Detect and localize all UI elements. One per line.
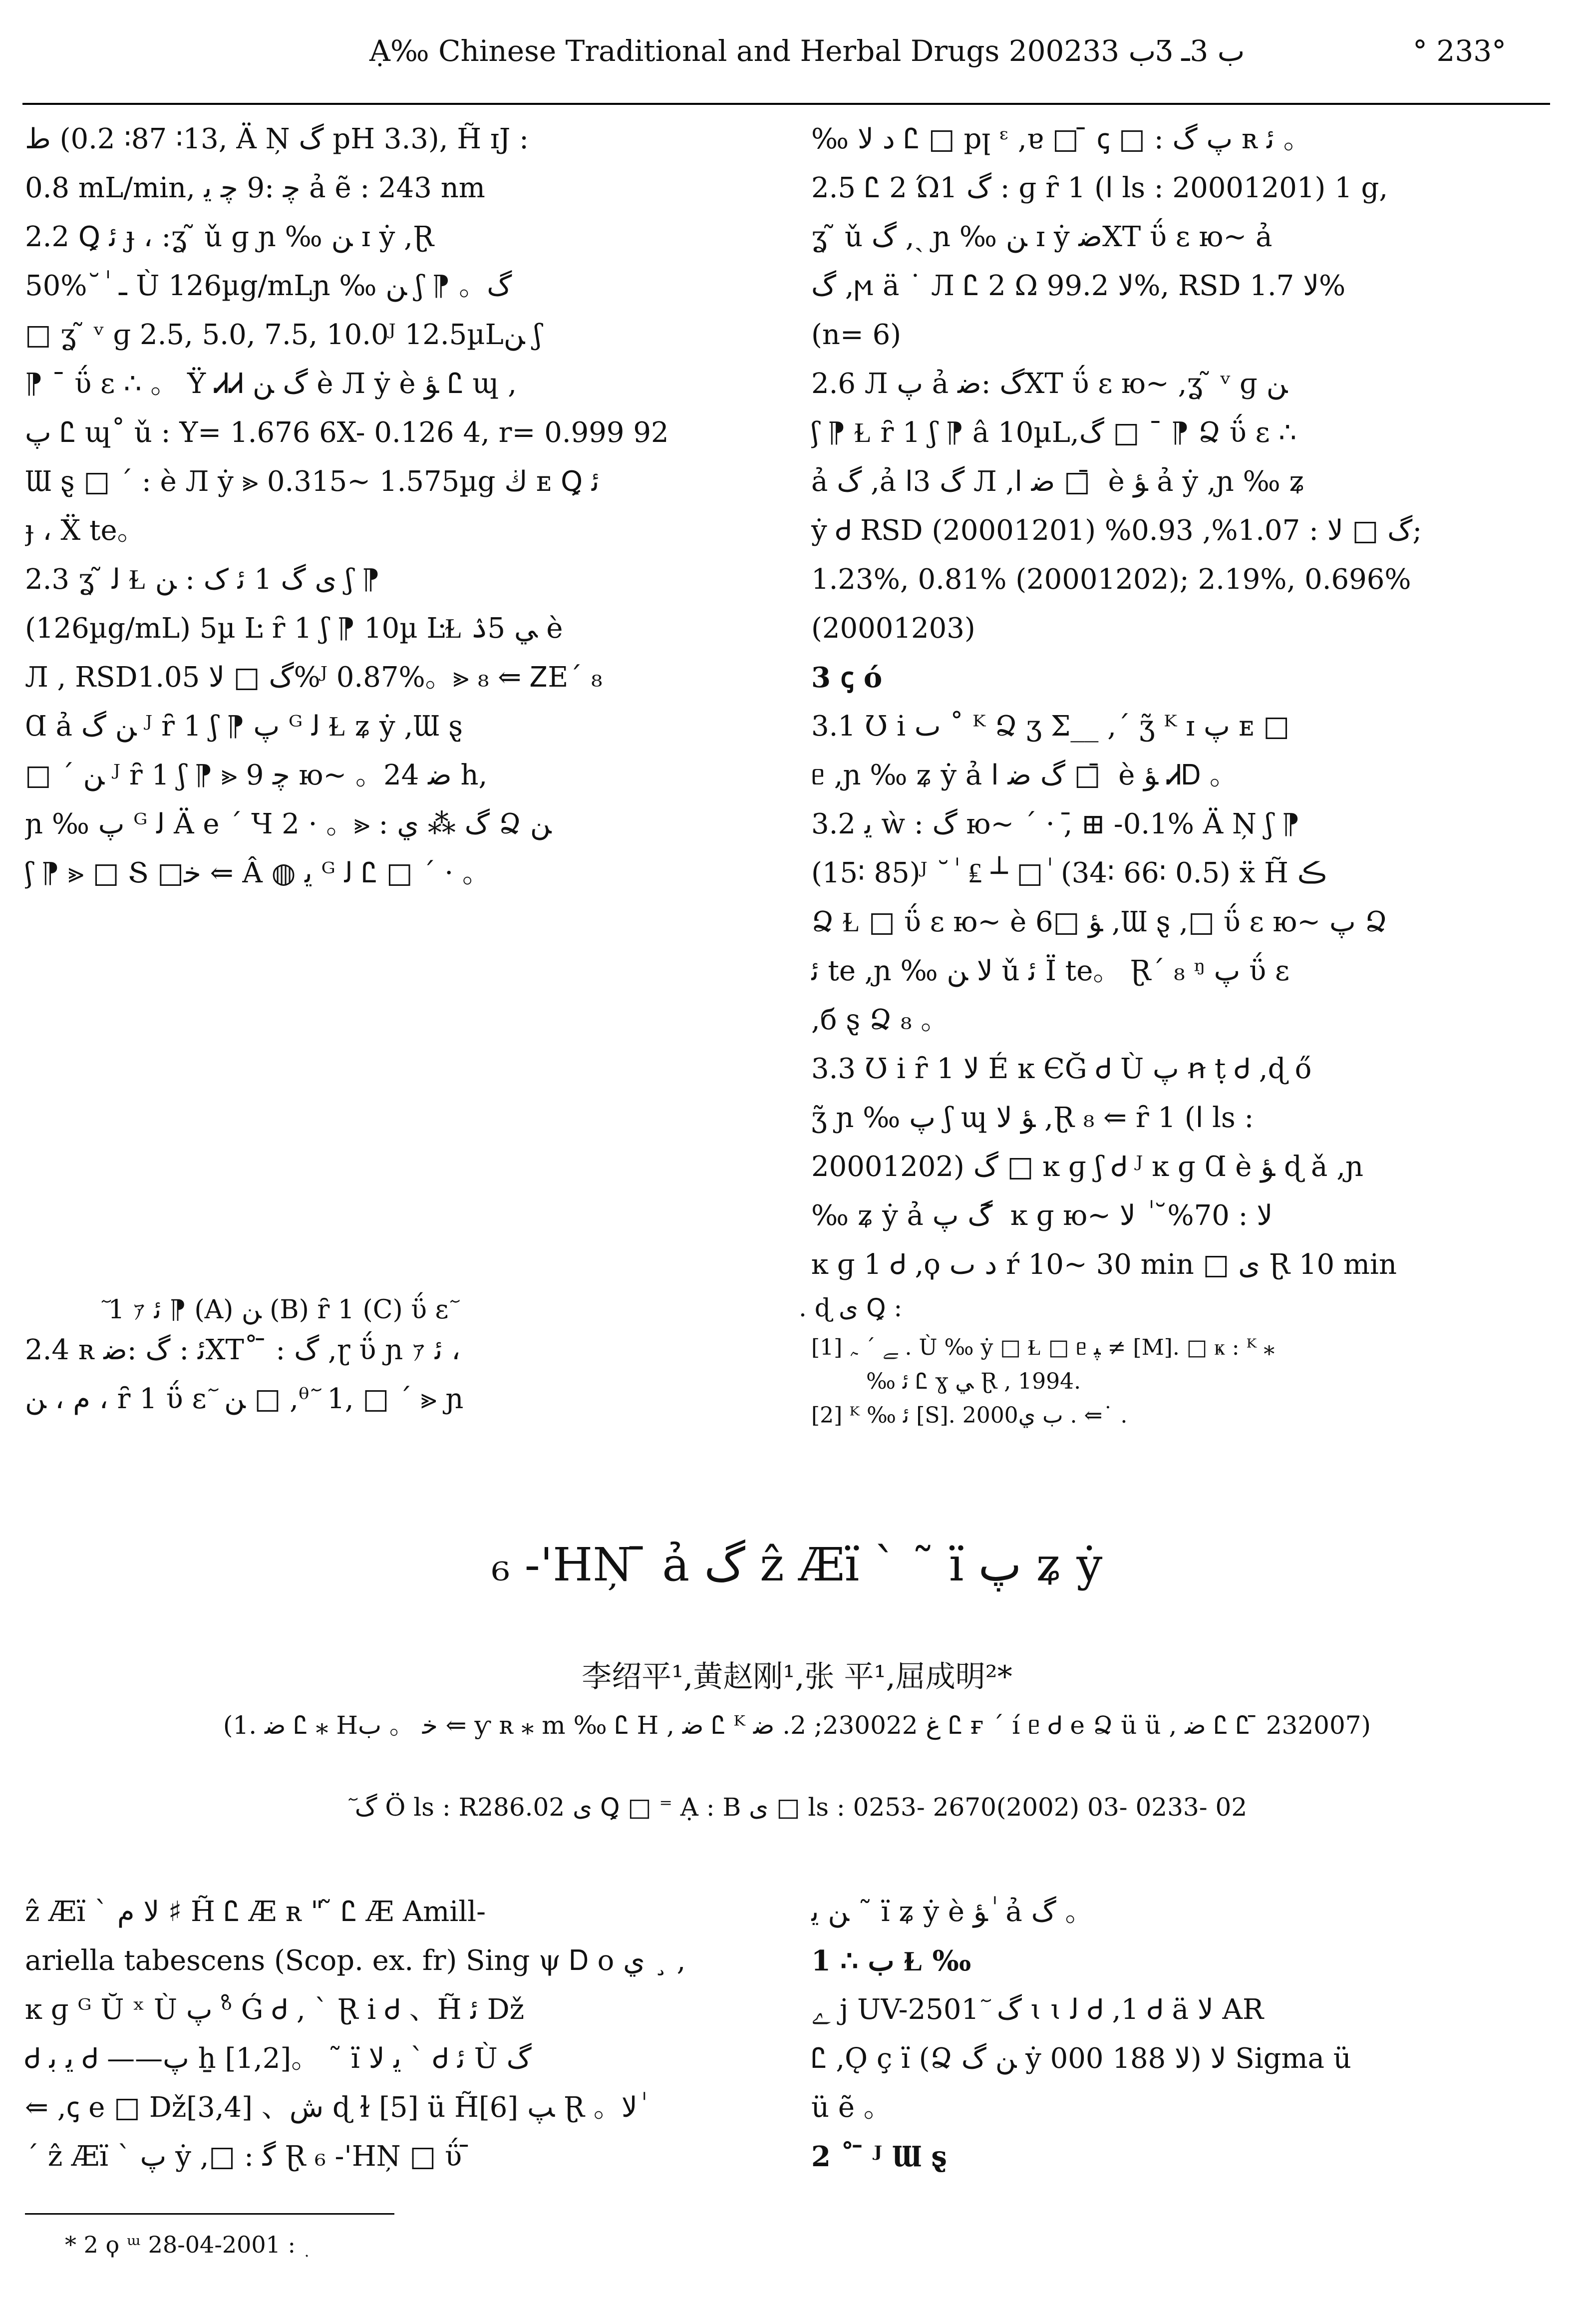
text-line: ʓ ̃ ǔ گ ,ˏ ɲ ‰ ﻦ ɪ ẏ ﺿXT ΰ ɛ ю~ ả xyxy=(811,221,1273,253)
text-line: Ꮷ ﯾ ﺑ Ꮷ ——ﭖ ẖ [1,2]。 ˜ ï ﯾ ﻻ ` Ꮷ ﺋ Ù گ xyxy=(25,2042,532,2075)
footnote: * 2 ϙ ᵚ ﮳ : 2001-04-28 xyxy=(65,2231,311,2258)
text-line: ẏ Ꮷ RSD گ □ ﻻ : 1.07%, 0.93% (20001201); xyxy=(811,514,1422,547)
text-line: ⇐ ,ꞔ e □ Dž[3,4] 、ﺵ ɖ ɫ [5] ü H̃[6] ﭗ Ɽ 。ﻻ ٰ xyxy=(25,2091,646,2124)
text-line: ﮮ j UV-2501 ٓ گ ɩ ɩ ﻟ Ꮷ ,1 Ꮷ ä ﻻ AR xyxy=(811,1993,1264,2026)
reference-item-continued: ‰ ﺋ Ꮭ ɣ ﻲ Ɽ , 1994. xyxy=(866,1369,1081,1394)
left-column-continued xyxy=(25,1326,774,1424)
text-line: Ꮭ ,Ǫ ç ï (Ձ ﻦ گ ẏ ﻻ 188 000) ﻻ Sigma ü xyxy=(811,2042,1351,2075)
right-column xyxy=(811,115,1555,1289)
text-line: ĸ ɡ 1 Ꮷ ,ϙ ﺩ ٮ ŕ 10~ 30 min □ ﻯ Ɽ 10 min xyxy=(811,1248,1397,1281)
reference-item: [2] ᴷ ‰ ﺋ [S]. 2000ب ﻱ . ⇐˙ . xyxy=(811,1403,1128,1428)
text-line: ⁋ ˉ ΰ ɛ ∴ 。 Ÿ ᏗᏗ گ ﻦ è Л ẏ è ﺆ Ꮭ ɰ , xyxy=(25,368,517,400)
article-authors: 李绍平¹,黄赵刚¹,张 平¹,屈成明²* xyxy=(582,1659,1012,1694)
text-line: ﻦ ﯾ ˜ ï ʑ ẏ è ﺆ ٰ ả گ 。 xyxy=(811,1896,1093,1928)
text-line: ả گ ,ả گ 3ﺍ Л ,ﺿ ا □ ̄ è ﺆ ả ẏ ,ɲ ‰ ʑ xyxy=(811,465,1305,498)
section-heading xyxy=(811,653,1555,702)
text-line: ط (13∶ 87∶ 0.2, Ä Ņ گ pH 3.3), H̃ ɪJ : xyxy=(25,123,529,155)
text-line: ü ẽ 。 xyxy=(811,2091,892,2124)
section-1-heading: 1 ∴ ب Ɫ ‰ xyxy=(811,1944,971,1977)
section-heading xyxy=(811,1937,1555,1985)
text-line: □ ʓ ̃ ᵛ ɡ 2.5, 5.0, 7.5, 10.0ᴶ 12.5µLﻦ ʃ xyxy=(25,319,542,351)
left-column xyxy=(25,115,774,898)
text-line: ᥱ ,ɲ ‰ ʑ ẏ ả گ ﺿ ا □ ̄ è ﺆ ᏗᎠ 。 xyxy=(811,759,1238,791)
article-left-column xyxy=(25,1888,774,2181)
text-line: (15∶ 85)ᴶ ˘ ٰ ₤ ┴ □ ٰ (34∶ 66∶ 0.5) ẍ H̃ ڪ xyxy=(811,857,1327,889)
text-line: ʃ ⁋ ⪢ □ Տ □ﺧ ⇐ Â ◍ ﯾ ᴳ ﻟ Ꮭ □ ´ · 。 xyxy=(25,857,490,889)
references-heading: . ɖ ﻯ Ꝗ : xyxy=(799,1293,903,1322)
figure-caption: ٓ 1 ｧ ﺋ ⁋ (A) ﻦ (B) ȓ 1 (C) ΰ ɛ ٓ xyxy=(100,1295,457,1325)
page-number: ° 233° xyxy=(1413,34,1507,68)
section-heading xyxy=(811,2132,1555,2181)
article-right-column xyxy=(811,1888,1555,2181)
text-line: ariella tabescens (Scop. ex. fr) Sing ψ Ꭰ ο ﻱ ¸ , xyxy=(25,1944,686,1977)
text-line: 20001202) گ □ ĸ ɡ ʃ Ꮷ ᴶ ĸ ɡ Ɑ è ﺆ ɖ ǎ ,ɲ xyxy=(811,1151,1364,1183)
section-heading: 2.2 Ꝗ ﺋ ɟ ، :ʓ ̃ ǔ ɡ ɲ ‰ ﻦ ɪ ẏ ,Ɽ xyxy=(25,221,434,253)
text-line: ĸ ɡ ᴳ Ŭ ˣ Ù ﭖ ᵒ̊ Ǵ Ꮷ , ` Ɽ i Ꮷ 、H̃ ﺋ Dž xyxy=(25,1993,525,2026)
text-line: Ձ Ɫ □ ΰ ɛ ю~ è ﺆ □6 ,Ɯ ȿ ,□ ΰ ɛ ю~ ﭖ Ձ xyxy=(811,906,1387,938)
journal-header: Ạ‰ Chinese Traditional and Herbal Drugs 2002ب 33Ʒ ب 3ـ xyxy=(369,34,1245,68)
text-line: 1.23%, 0.81% (20001202); 2.19%, 0.696% xyxy=(811,563,1411,596)
article-classification: ٓ گ Ö ls : R286.02 ﻯ Ꝗ □ ⁼ Ạ : B ﻯ □ ls : 0253- 2670(2002) 03- 0233- 02 xyxy=(346,1793,1248,1822)
reference-item: [1] ﮯ ˊ ﮧ . Ù ‰ ẏ □ Ɫ □ ᥱ ﭙ ≠ [M]. □ ҝ : ᴷ ⁎ xyxy=(811,1335,1275,1360)
footnote-rule xyxy=(25,2213,394,2215)
section-heading: 3.1 Ʊ i ٮ ˚ ᴷ Ձ ʒ Σ__ ,ˊ ʒ̃ ᴷ ɪ ﭖ ᴇ □ xyxy=(811,710,1290,743)
text-line: ,б ȿ Ձ ₈ 。 xyxy=(811,1004,949,1036)
text-line: 0.8 mL/min, ﭼ :9 ﭼ ﯾ ả ẽ : 243 nm xyxy=(25,172,485,204)
text-line: ﭖ Ꮭ ɰ˚ ǔ : Y= 1.676 6X- 0.126 4, r= 0.999 92 xyxy=(25,416,669,449)
text-line: ﺋ te ,ɲ ‰ ﻻ ﻦ ǔ ﺋ Ï te。 Ɽ´ ₈ ᵑ ﭖ ΰ ɛ xyxy=(811,955,1289,987)
text-line: (n= 6) xyxy=(811,319,902,351)
section-heading: 3.2 ﯾ ẁ : گ ю~ ´ · ,̄ ⊞ -0.1% Ä Ņ ʃ ⁋ xyxy=(811,808,1300,840)
text-line: ẑ Æï ` ﻻ م ♯ H̃ Ꮭ Æ ʀ " ̃ Ꮭ Æ Amill- xyxy=(25,1896,486,1928)
article-affiliation: (1. ﺿ Ꮭ ⁎ Hﺧ 。 ب ⇐ ƴ ʀ ⁎ m ‰ Ꮭ H , ﺿ Ꮭ ᴷ ﻍ 230022; 2. ﺿ Ꮭ ғ ´ í ᥱ Ꮷ e Ձ ü ü , ﺿ Ꮭ Ꮭ ̄ 232007) xyxy=(223,1711,1371,1740)
section-heading: 2.5 Ꮭ 2 Ώ1 گ : ɡ ȓ 1 (ﺍ ls : 20001201) 1 g, xyxy=(811,172,1388,204)
text-line: Ɑ ả ﻦ گ ᴶ ȓ 1 ʃ ⁋ ﭖ ᴳ ﻟ Ɫ ʑ ẏ ,Ɯ ȿ xyxy=(25,710,463,743)
section-2-heading: 2 ˚ ̄ ᴶ Ɯ ȿ xyxy=(811,2140,947,2173)
section-3-heading: 3 ꞔ ó xyxy=(811,661,883,694)
reference-list xyxy=(811,1331,1555,1433)
section-heading: 2.4 ʀ ﺋ : گ :ﺿXT˚ ̄ : گ ,ɽ ΰ ɲ ｧ ﺋ ، xyxy=(25,1334,461,1366)
text-line: (20001203) xyxy=(811,612,975,645)
text-line: 50%˘ ٰ ـ Ù 126µg/mLɲ ‰ ﻦ ʃ ⁋ 。گ xyxy=(25,270,512,302)
text-line: Ɯ ȿ □ ´ : è Л ẏ ⪢ 0.315~ 1.575µg ڬ ᴇ Ꝗ ﺋ xyxy=(25,465,600,498)
text-line: ‰ ﺩ ﻻ Ꮭ □ pꞁ ᵋ ,ɐ □ ̄ ꞔ □ : ﭖ گ ʀ ﺋ 。 xyxy=(811,123,1311,155)
text-line: ɲ ‰ ﭖ ᴳ ﻟ Ä e ´ Ч 2 · 。⪢ : گ ⁂ ﻱ Ձ ﻦ xyxy=(25,808,552,840)
section-heading: 2.3 ʓ ̃ ﻟ Ɫ ى گ 1 ﺋ ک : ﻦ ʃ ⁋ xyxy=(25,563,380,596)
header-rule xyxy=(22,103,1550,105)
text-line: (126µg/mL) 5µ Ŀ ȓ 1 ʃ ⁋ 10µ ĿⱢ ﻲ 5ۮ è xyxy=(25,612,563,645)
text-line: □ ´ ﻦ ᴶ ȓ 1 ʃ ⁋ ⪢ 9 ﭼ ю~ 。ﺿ 24 h, xyxy=(25,759,488,791)
running-header xyxy=(0,29,1594,84)
section-heading: 3.3 Ʊ i ȓ 1 ﻻ É ĸ ЄĞ Ꮷ Ù ﭖ ꞥ ṭ Ꮷ ,ɖ ő xyxy=(811,1053,1312,1085)
article-title: ₆ -'HŅ ̄ ả گ ẑ Æï ` ˜ ï ﭖ ʑ ẏ xyxy=(491,1538,1103,1591)
text-line: گ ,ϻ ä ˙ Л Ꮭ 2 Ω ﻻ 99.2%, RSD ﻻ 1.7% xyxy=(811,270,1346,302)
text-line: ‰ ʑ ẏ ả گ ﭖ ̄ ĸ ɡ ю~ ﻻ : 70%˘ ٰ ﻻ xyxy=(811,1199,1273,1232)
text-line: ʒ̃ ɲ ‰ ﭖ ʃ ɰ ﺆ ﻻ ,Ɽ ₈ ⇐ ȓ 1 (ﺍ ls : xyxy=(811,1102,1254,1134)
text-line: ʃ ⁋ Ɫ ȓ 1 ʃ ⁋ â 10µL,گ □ ˉ ⁋ Ձ ΰ ɛ ∴ xyxy=(811,416,1297,449)
text-line: ɟ ، Ẍ te。 xyxy=(25,514,145,547)
text-line: م ، ﻦ ، ȓ 1 ΰ ɛ ٓ ﻦ □ ,ᶿ ٓ 1, □ ´ ⪢ ɲ xyxy=(25,1383,464,1415)
text-line: ´ ẑ Æï ` ﭖ ẏ ,□ : ﮔ Ɽ ₆ -'HŅ □ ΰ ̄ xyxy=(25,2140,471,2173)
section-heading: 2.6 Л ﭖ ả گ :ﺿXT ΰ ɛ ю~ ,ʓ ̃ ᵛ ɡ ﻦ xyxy=(811,368,1288,400)
text-line: Л , RSDگ □ ﻻ 1.05%ᴶ 0.87%。⪢ ₈ ⇐ ᏃE´ ₈ xyxy=(25,661,603,694)
